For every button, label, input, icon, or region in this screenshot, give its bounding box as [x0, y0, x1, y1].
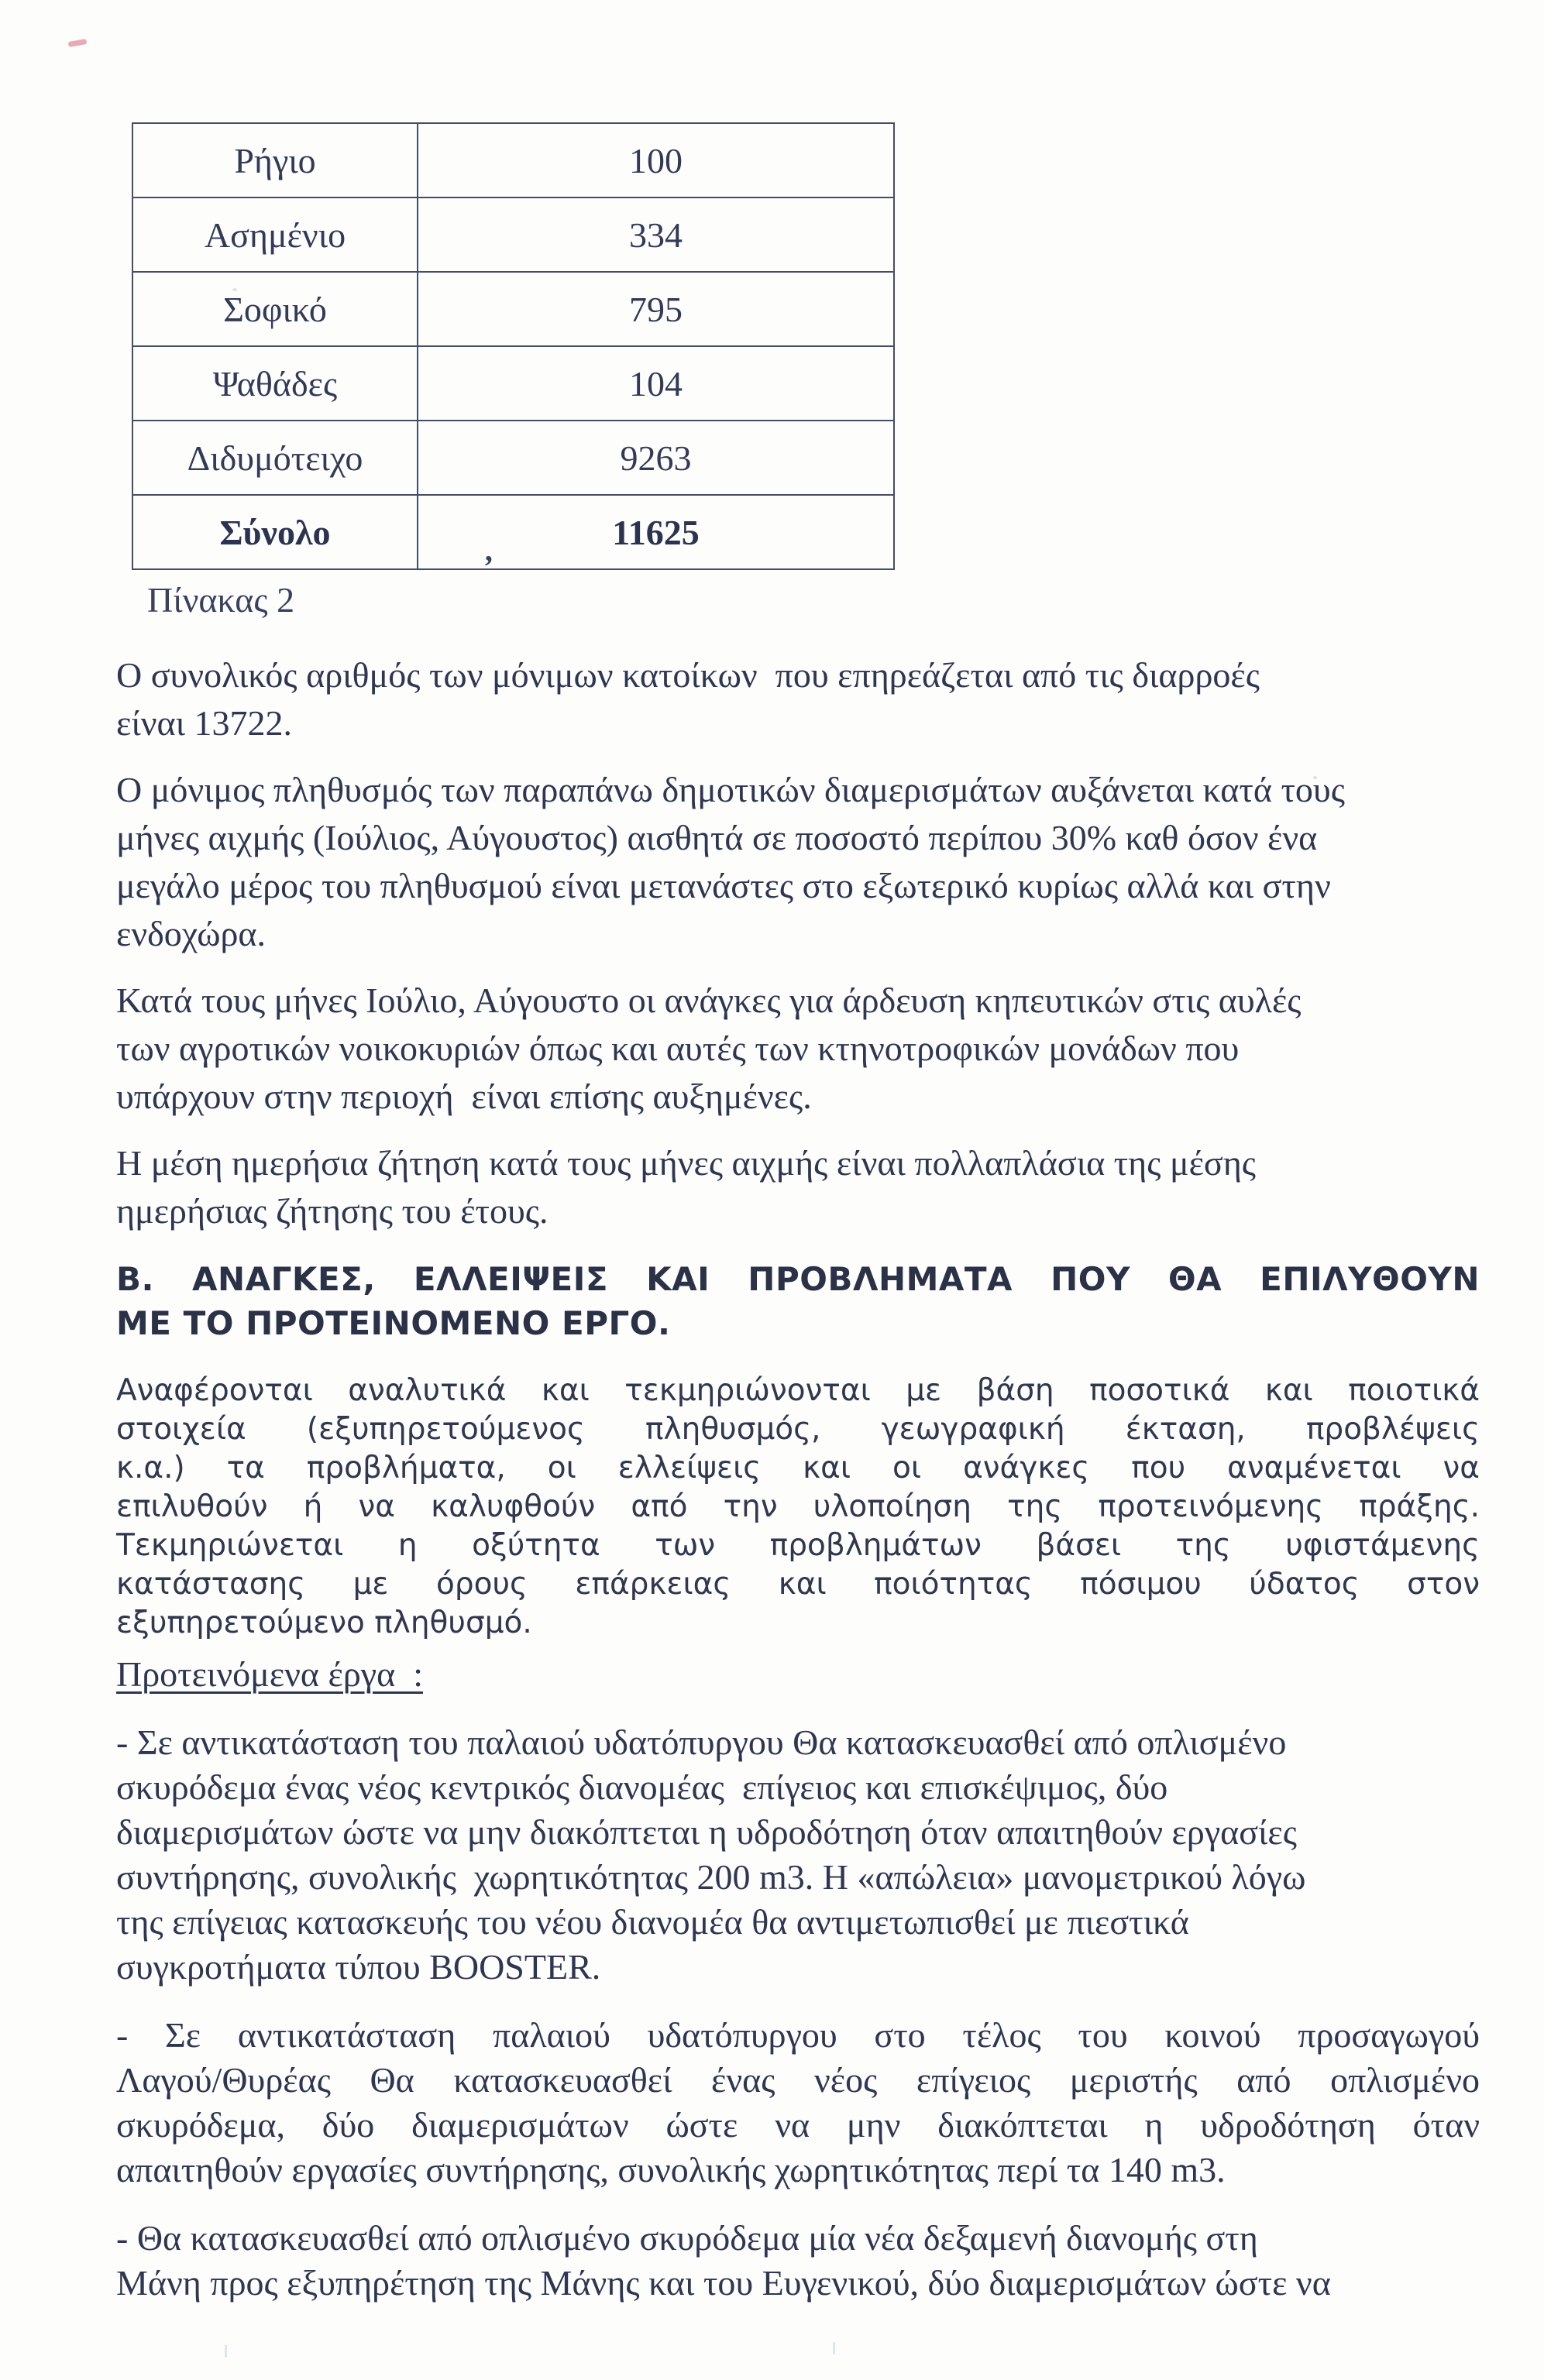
- text-line: είναι 13722.: [116, 703, 292, 743]
- population-table: [132, 122, 895, 570]
- table-row: [133, 197, 893, 271]
- text-line: κ.α.) τα προβλήματα, οι ελλείψεις και οι ανάγκες που αναμένεται να: [116, 1451, 1480, 1485]
- place-name-cell: Ασημένιο: [133, 198, 418, 271]
- document-content: [0, 122, 1544, 2306]
- text-line: σκυρόδεμα, δύο διαμερισμάτων ώστε να μην διακόπτεται η υδροδότηση όταν: [116, 2105, 1480, 2145]
- text-line: - Θα κατασκευασθεί από οπλισμένο σκυρόδεμα μία νέα δεξαμενή διανομής στη: [116, 2218, 1258, 2258]
- population-value-cell: 334: [629, 215, 683, 255]
- paragraph-total-residents: [116, 651, 1480, 747]
- bullet-new-reservoir: [116, 2216, 1480, 2306]
- table-row: [133, 420, 893, 494]
- bullet-central-distributor: [116, 1720, 1480, 1990]
- text-line: Ο συνολικός αριθμός των μόνιμων κατοίκων που επηρεάζεται από τις διαρροές: [116, 655, 1260, 695]
- table-row: [133, 124, 893, 197]
- paragraph-needs-justification: [116, 1372, 1480, 1643]
- text-line: υπάρχουν στην περιοχή είναι επίσης αυξημένες.: [116, 1077, 812, 1116]
- paragraph-irrigation-needs: [116, 977, 1480, 1121]
- population-value-cell: 100: [629, 140, 683, 180]
- proposed-works-subheading: [116, 1652, 1480, 1697]
- bullet-ground-splitter: [116, 2013, 1480, 2193]
- text-line: ημερήσιας ζήτησης του έτους.: [116, 1191, 548, 1231]
- scan-artifact-tick: [833, 2342, 835, 2354]
- text-line: συγκροτήματα τύπου BOOSTER.: [116, 1947, 601, 1987]
- text-line: επιλυθούν ή να καλυφθούν από την υλοποίηση της προτεινόμενης πράξης.: [116, 1489, 1480, 1524]
- text-line: της επίγειας κατασκευής του νέου διανομέα θα αντιμετωπισθεί με πιεστικά: [116, 1902, 1189, 1942]
- text-line: σκυρόδεμα ένας νέος κεντρικός διανομέας επίγειος και επισκέψιμος, δύο: [116, 1767, 1168, 1807]
- paragraph-daily-demand: [116, 1139, 1480, 1235]
- total-label-cell: Σύνολο: [133, 496, 418, 568]
- table-total-row: [133, 494, 893, 568]
- scan-artifact-red-mark: [68, 39, 88, 47]
- place-name-cell: Ρήγιο: [133, 124, 418, 197]
- text-line: μεγάλο μέρος του πληθυσμού είναι μετανάστες στο εξωτερικό κυρίως αλλά και στην: [116, 866, 1331, 905]
- place-name-cell: Ψαθάδες: [133, 347, 418, 420]
- total-value: 11625: [612, 512, 700, 552]
- text-line: Τεκμηριώνεται η οξύτητα των προβλημάτων βάσει της υφιστάμενης: [116, 1528, 1480, 1563]
- section-b-heading: [116, 1257, 1480, 1345]
- population-value-cell: 9263: [620, 438, 692, 478]
- place-name-cell: Σοφικό: [133, 273, 418, 345]
- text-line: μήνες αιχμής (Ιούλιος, Αύγουστος) αισθητά σε ποσοστό περίπου 30% καθ όσον ένα: [116, 818, 1318, 857]
- proposed-works-label: Προτεινόμενα έργα :: [116, 1654, 424, 1694]
- population-value-cell: 104: [629, 363, 683, 404]
- text-line: κατάστασης με όρους επάρκειας και ποιότητας πόσιμου ύδατος στον: [116, 1567, 1480, 1602]
- scan-artifact-tick: [225, 2345, 227, 2358]
- table-row: [133, 271, 893, 345]
- text-line: - Σε αντικατάσταση παλαιού υδατόπυργου στο τέλος του κοινού προσαγωγού: [116, 2015, 1480, 2055]
- paragraph-seasonal-population: [116, 766, 1480, 958]
- table-caption: Πίνακας 2: [147, 580, 295, 620]
- text-line: Η μέση ημερήσια ζήτηση κατά τους μήνες αιχμής είναι πολλαπλάσια της μέσης: [116, 1143, 1256, 1183]
- text-line: στοιχεία (εξυπηρετούμενος πληθυσμός, γεωγραφική έκταση, προβλέψεις: [116, 1412, 1480, 1447]
- text-line: Αναφέρονται αναλυτικά και τεκμηριώνονται με βάση ποσοτικά και ποιοτικά: [116, 1373, 1480, 1408]
- heading-line: Β. ΑΝΑΓΚΕΣ, ΕΛΛΕΙΨΕΙΣ ΚΑΙ ΠΡΟΒΛΗΜΑΤΑ ΠΟΥ ΘΑ ΕΠΙΛΥΘΟΥΝ: [116, 1260, 1480, 1298]
- text-line: Κατά τους μήνες Ιούλιο, Αύγουστο οι ανάγκες για άρδευση κηπευτικών στις αυλές: [116, 981, 1302, 1020]
- text-line: συντήρησης, συνολικής χωρητικότητας 200 m3. Η «απώλεια» μανομετρικού λόγω: [116, 1857, 1306, 1897]
- text-line: εξυπηρετούμενο πληθυσμό.: [116, 1606, 532, 1640]
- text-line: Μάνη προς εξυπηρέτηση της Μάνης και του Ευγενικού, δύο διαμερισμάτων ώστε να: [116, 2263, 1331, 2303]
- place-name-cell: Διδυμότειχο: [133, 421, 418, 494]
- total-value-cell: [418, 496, 893, 568]
- text-line: των αγροτικών νοικοκυριών όπως και αυτές των κτηνοτροφικών μονάδων που: [116, 1029, 1240, 1068]
- text-line: Ο μόνιμος πληθυσμός των παραπάνω δημοτικών διαμερισμάτων αυξάνεται κατά τους: [116, 770, 1345, 809]
- text-line: ενδοχώρα.: [116, 914, 267, 953]
- stray-comma-artifact: ,: [484, 533, 493, 568]
- table-row: [133, 345, 893, 420]
- text-line: - Σε αντικατάσταση του παλαιού υδατόπυργου Θα κατασκευασθεί από οπλισμένο: [116, 1722, 1287, 1762]
- population-value-cell: 795: [629, 289, 683, 329]
- heading-line: ΜΕ ΤΟ ΠΡΟΤΕΙΝΟΜΕΝΟ ΕΡΓΟ.: [116, 1304, 671, 1342]
- text-line: απαιτηθούν εργασίες συντήρησης, συνολικής χωρητικότητας περί τα 140 m3.: [116, 2150, 1226, 2189]
- text-line: Λαγού/Θυρέας Θα κατασκευασθεί ένας νέος επίγειος μεριστής από οπλισμένο: [116, 2060, 1480, 2100]
- text-line: διαμερισμάτων ώστε να μην διακόπτεται η υδροδότηση όταν απαιτηθούν εργασίες: [116, 1812, 1297, 1852]
